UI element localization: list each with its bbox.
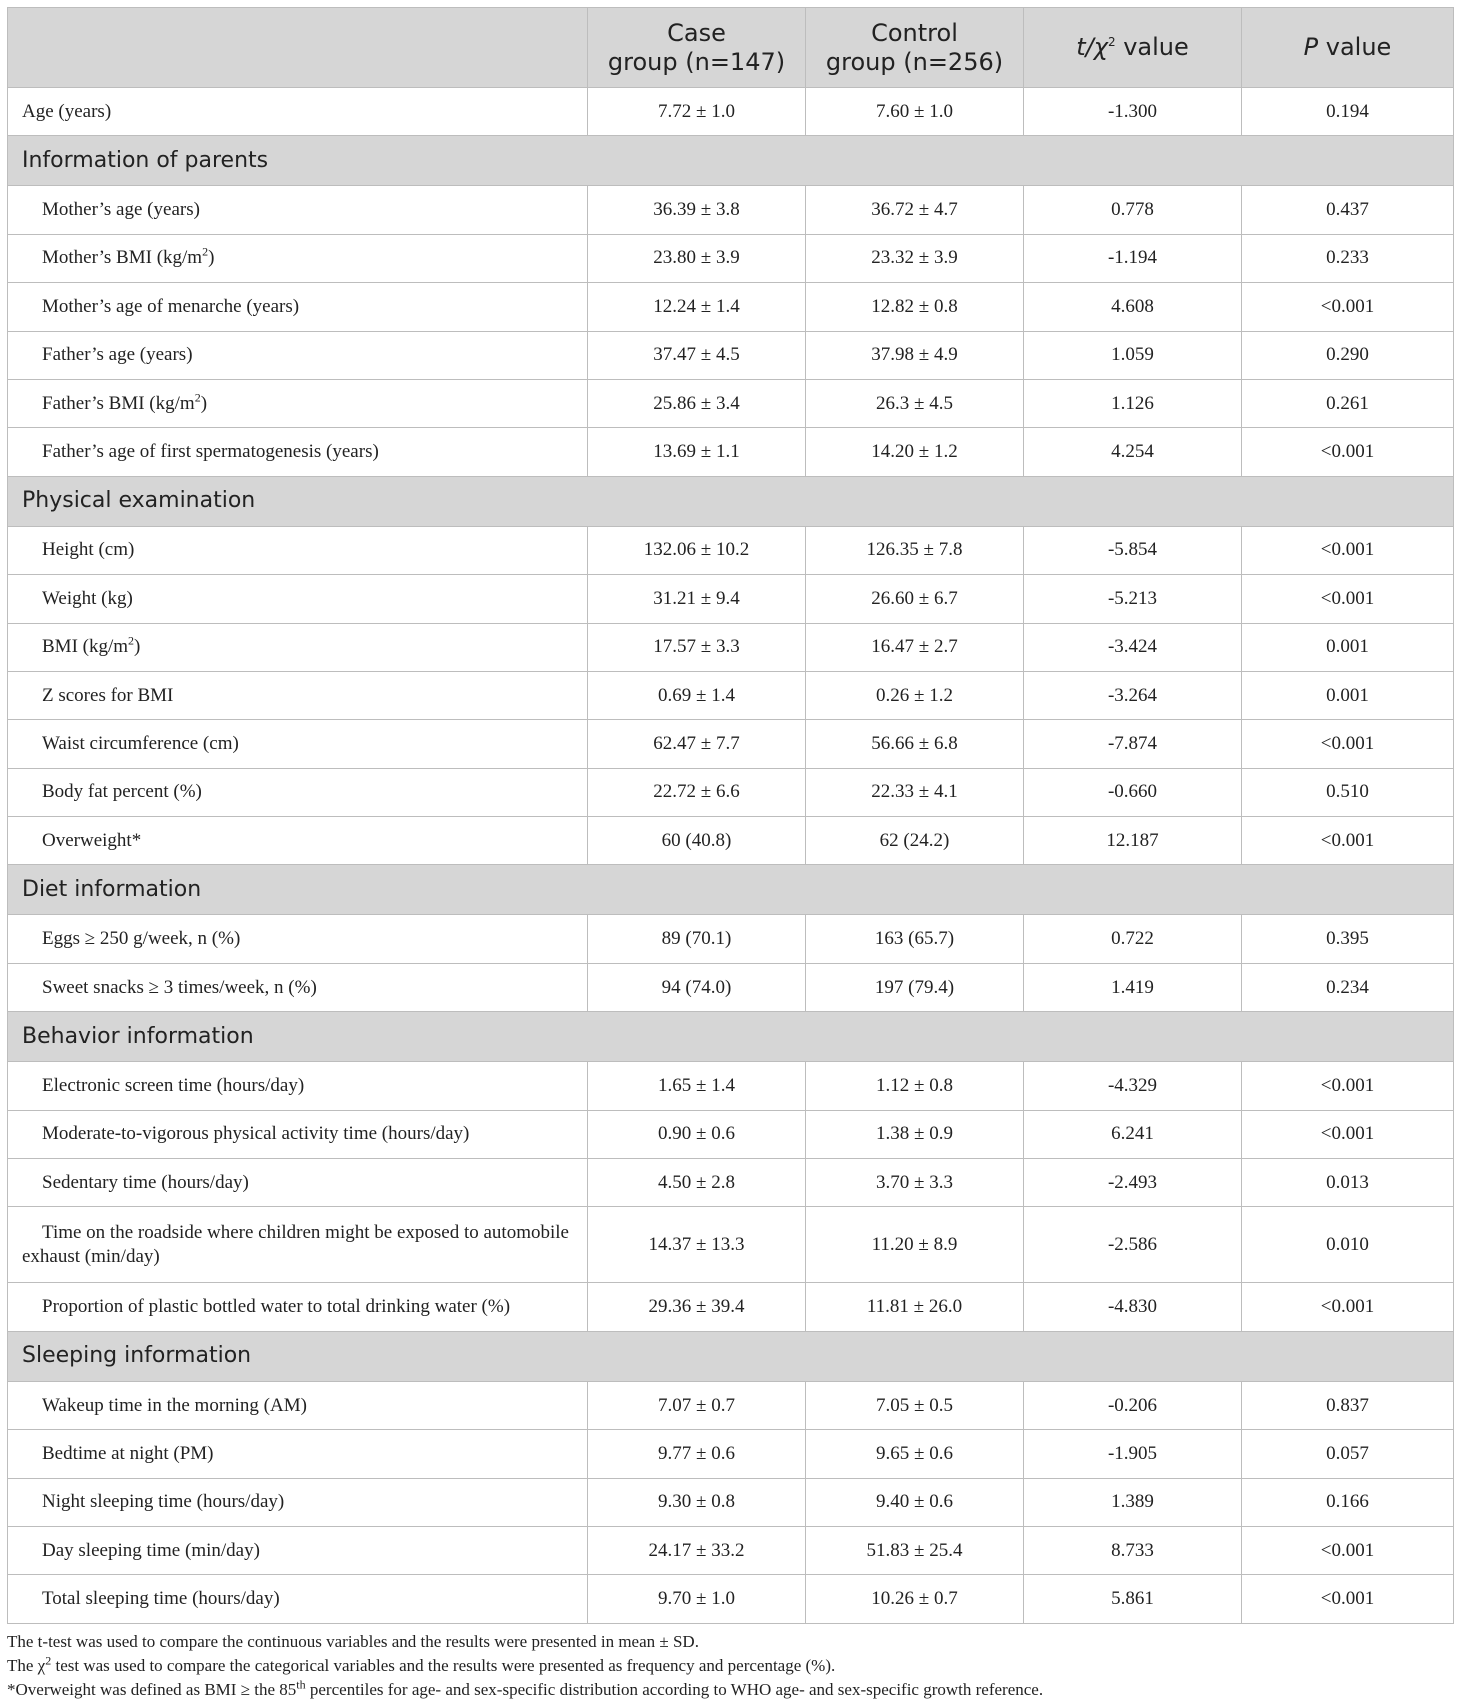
stat-value: 4.254 [1024, 428, 1242, 476]
case-value: 29.36 ± 39.4 [588, 1283, 806, 1331]
p-value: <0.001 [1242, 283, 1454, 331]
row-label [8, 817, 588, 865]
case-value: 132.06 ± 10.2 [588, 526, 806, 574]
p-value: <0.001 [1242, 817, 1454, 865]
note-line-2 [7, 1654, 1453, 1678]
stat-value: -5.213 [1024, 575, 1242, 623]
data-table [7, 7, 1454, 1624]
control-value: 1.38 ± 0.9 [806, 1110, 1024, 1158]
stat-value: -4.830 [1024, 1283, 1242, 1331]
header-case-group [588, 8, 806, 88]
header-p-italic: P [1303, 33, 1319, 61]
table-row [8, 283, 1454, 331]
row-label-text: Father’s age (years) [42, 344, 193, 366]
row-label [8, 768, 588, 816]
case-value: 12.24 ± 1.4 [588, 283, 806, 331]
control-value: 23.32 ± 3.9 [806, 234, 1024, 282]
row-label-text: Total sleeping time (hours/day) [42, 1588, 280, 1610]
row-label [8, 915, 588, 963]
control-value: 11.20 ± 8.9 [806, 1207, 1024, 1283]
table-row [8, 720, 1454, 768]
p-value: 0.233 [1242, 234, 1454, 282]
case-value: 7.07 ± 0.7 [588, 1381, 806, 1429]
table-row [8, 1430, 1454, 1478]
p-value: 0.395 [1242, 915, 1454, 963]
control-value: 51.83 ± 25.4 [806, 1526, 1024, 1574]
p-value: 0.234 [1242, 963, 1454, 1011]
note-line-3 [7, 1678, 1453, 1702]
control-value: 12.82 ± 0.8 [806, 283, 1024, 331]
p-value: <0.001 [1242, 1575, 1454, 1623]
table-row [8, 1526, 1454, 1574]
note-line-3-b: percentiles for age- and sex-specific distribution according to WHO age- and sex-specific growth reference. [305, 1679, 1044, 1699]
table-row [8, 671, 1454, 719]
p-value: 0.001 [1242, 623, 1454, 671]
case-value: 7.72 ± 1.0 [588, 88, 806, 136]
p-value: 0.001 [1242, 671, 1454, 719]
section-row [8, 136, 1454, 186]
row-label [8, 575, 588, 623]
p-value: <0.001 [1242, 720, 1454, 768]
header-stat-suffix: value [1115, 33, 1189, 61]
table-row [8, 186, 1454, 234]
row-label-sup: 2 [202, 245, 209, 260]
case-value: 0.90 ± 0.6 [588, 1110, 806, 1158]
p-value: <0.001 [1242, 1062, 1454, 1110]
stat-value: 1.126 [1024, 379, 1242, 427]
control-value: 16.47 ± 2.7 [806, 623, 1024, 671]
control-value: 37.98 ± 4.9 [806, 331, 1024, 379]
p-value: 0.437 [1242, 186, 1454, 234]
control-value: 197 (79.4) [806, 963, 1024, 1011]
header-variable [8, 8, 588, 88]
row-label-text: Night sleeping time (hours/day) [42, 1491, 285, 1513]
row-label-text: Eggs ≥ 250 g/week, n (%) [42, 928, 241, 950]
row-label-text: Age (years) [22, 100, 112, 122]
row-label [8, 1110, 588, 1158]
note-line-2-sup: 2 [45, 1653, 52, 1668]
stat-value: -1.194 [1024, 234, 1242, 282]
stat-value: 0.722 [1024, 915, 1242, 963]
header-case-line2: group (n=147) [607, 47, 786, 76]
row-label-text: Z scores for BMI [42, 684, 174, 706]
row-label-sup: 2 [194, 390, 201, 405]
section-row [8, 476, 1454, 526]
p-value: <0.001 [1242, 526, 1454, 574]
row-label [8, 283, 588, 331]
row-label-text: Mother’s BMI (kg/m [42, 247, 203, 269]
row-label-text: Height (cm) [42, 539, 135, 561]
table-row [8, 379, 1454, 427]
p-value: 0.013 [1242, 1159, 1454, 1207]
section-title: Information of parents [8, 136, 1454, 186]
row-label-text: Wakeup time in the morning (AM) [42, 1394, 307, 1416]
row-label [8, 1207, 588, 1283]
row-label-text: Weight (kg) [42, 587, 133, 609]
row-label [8, 1575, 588, 1623]
case-value: 1.65 ± 1.4 [588, 1062, 806, 1110]
table-row [8, 1207, 1454, 1283]
header-stat-prefix: t/χ [1076, 33, 1108, 61]
case-value: 9.77 ± 0.6 [588, 1430, 806, 1478]
row-label [8, 234, 588, 282]
row-label-text: Bedtime at night (PM) [42, 1442, 214, 1464]
stat-value: 6.241 [1024, 1110, 1242, 1158]
row-label [8, 1159, 588, 1207]
section-title: Physical examination [8, 476, 1454, 526]
row-label-text: Time on the roadside where children might be exposed to automobile exhaust (min/day) [22, 1221, 569, 1267]
control-value: 56.66 ± 6.8 [806, 720, 1024, 768]
case-value: 89 (70.1) [588, 915, 806, 963]
case-value: 31.21 ± 9.4 [588, 575, 806, 623]
row-label-text: Father’s BMI (kg/m [42, 392, 195, 414]
p-value: 0.057 [1242, 1430, 1454, 1478]
control-value: 10.26 ± 0.7 [806, 1575, 1024, 1623]
case-value: 0.69 ± 1.4 [588, 671, 806, 719]
table-row [8, 575, 1454, 623]
p-value: <0.001 [1242, 1526, 1454, 1574]
control-value: 62 (24.2) [806, 817, 1024, 865]
case-value: 94 (74.0) [588, 963, 806, 1011]
stat-value: -0.660 [1024, 768, 1242, 816]
control-value: 163 (65.7) [806, 915, 1024, 963]
control-value: 26.60 ± 6.7 [806, 575, 1024, 623]
row-label-text: Mother’s age (years) [42, 199, 200, 221]
header-control-group [806, 8, 1024, 88]
row-label-text: Electronic screen time (hours/day) [42, 1074, 305, 1096]
row-label-text: BMI (kg/m [42, 636, 129, 658]
p-value: 0.194 [1242, 88, 1454, 136]
table-row [8, 915, 1454, 963]
stat-value: -2.493 [1024, 1159, 1242, 1207]
row-label-text: Waist circumference (cm) [42, 732, 239, 754]
row-label-tail: ) [200, 392, 208, 414]
case-value: 4.50 ± 2.8 [588, 1159, 806, 1207]
header-control-line1: Control [871, 18, 958, 47]
section-row [8, 1012, 1454, 1062]
stat-value: 1.389 [1024, 1478, 1242, 1526]
table-row [8, 1478, 1454, 1526]
stat-value: -3.264 [1024, 671, 1242, 719]
row-label [8, 1381, 588, 1429]
table-row [8, 331, 1454, 379]
table-body [8, 88, 1454, 1624]
note-line-2-b: test was used to compare the categorical variables and the results were presented as frequency and percentage (%). [51, 1655, 836, 1675]
table-row [8, 1159, 1454, 1207]
stat-value: -2.586 [1024, 1207, 1242, 1283]
row-label [8, 1430, 588, 1478]
section-title: Sleeping information [8, 1331, 1454, 1381]
header-case-line1: Case [667, 18, 726, 47]
row-label-text: Proportion of plastic bottled water to total drinking water (%) [42, 1296, 511, 1318]
control-value: 126.35 ± 7.8 [806, 526, 1024, 574]
section-title: Diet information [8, 865, 1454, 915]
section-row [8, 1331, 1454, 1381]
control-value: 26.3 ± 4.5 [806, 379, 1024, 427]
row-label [8, 1526, 588, 1574]
header-row [8, 8, 1454, 88]
p-value: 0.510 [1242, 768, 1454, 816]
case-value: 25.86 ± 3.4 [588, 379, 806, 427]
note-line-1: The t-test was used to compare the continuous variables and the results were presented in mean ± SD. [7, 1631, 699, 1651]
note-line-3-sup: th [296, 1677, 306, 1692]
row-label [8, 186, 588, 234]
control-value: 9.65 ± 0.6 [806, 1430, 1024, 1478]
control-value: 22.33 ± 4.1 [806, 768, 1024, 816]
case-value: 62.47 ± 7.7 [588, 720, 806, 768]
row-label [8, 623, 588, 671]
row-label-text: Day sleeping time (min/day) [42, 1539, 260, 1561]
row-label-sup: 2 [128, 633, 135, 648]
table-notes [7, 1630, 1453, 1702]
case-value: 9.70 ± 1.0 [588, 1575, 806, 1623]
row-label-tail: ) [134, 636, 141, 658]
row-label-text: Sedentary time (hours/day) [42, 1171, 249, 1193]
row-label-text: Sweet snacks ≥ 3 times/week, n (%) [42, 976, 317, 998]
header-stat-sup: 2 [1107, 35, 1116, 49]
control-value: 9.40 ± 0.6 [806, 1478, 1024, 1526]
row-label [8, 720, 588, 768]
stat-value: 12.187 [1024, 817, 1242, 865]
row-label [8, 1062, 588, 1110]
header-stat-value [1024, 8, 1242, 88]
control-value: 7.05 ± 0.5 [806, 1381, 1024, 1429]
p-value: 0.010 [1242, 1207, 1454, 1283]
case-value: 60 (40.8) [588, 817, 806, 865]
p-value: <0.001 [1242, 1283, 1454, 1331]
table-row [8, 817, 1454, 865]
control-value: 0.26 ± 1.2 [806, 671, 1024, 719]
row-label [8, 671, 588, 719]
case-value: 17.57 ± 3.3 [588, 623, 806, 671]
row-label [8, 88, 588, 136]
p-value: <0.001 [1242, 575, 1454, 623]
stat-value: 8.733 [1024, 1526, 1242, 1574]
p-value: 0.290 [1242, 331, 1454, 379]
row-label-text: Body fat percent (%) [42, 781, 202, 803]
case-value: 36.39 ± 3.8 [588, 186, 806, 234]
row-label [8, 526, 588, 574]
table-row [8, 1381, 1454, 1429]
row-label [8, 428, 588, 476]
table-container [7, 7, 1453, 1702]
row-label [8, 331, 588, 379]
row-label-text: Father’s age of first spermatogenesis (years) [42, 441, 379, 463]
table-row [8, 1283, 1454, 1331]
stat-value: -5.854 [1024, 526, 1242, 574]
table-row [8, 1110, 1454, 1158]
control-value: 11.81 ± 26.0 [806, 1283, 1024, 1331]
stat-value: -7.874 [1024, 720, 1242, 768]
stat-value: 1.059 [1024, 331, 1242, 379]
row-label [8, 1478, 588, 1526]
stat-value: 4.608 [1024, 283, 1242, 331]
p-value: 0.261 [1242, 379, 1454, 427]
table-row [8, 428, 1454, 476]
p-value: 0.166 [1242, 1478, 1454, 1526]
stat-value: -3.424 [1024, 623, 1242, 671]
control-value: 36.72 ± 4.7 [806, 186, 1024, 234]
table-row [8, 963, 1454, 1011]
p-value: <0.001 [1242, 1110, 1454, 1158]
row-label [8, 963, 588, 1011]
header-p-suffix: value [1318, 33, 1392, 61]
case-value: 24.17 ± 33.2 [588, 1526, 806, 1574]
note-line-3-a: *Overweight was defined as BMI ≥ the 85 [7, 1679, 297, 1699]
row-label-text: Mother’s age of menarche (years) [42, 295, 300, 317]
row-label [8, 1283, 588, 1331]
row-label [8, 379, 588, 427]
table-row [8, 623, 1454, 671]
p-value: 0.837 [1242, 1381, 1454, 1429]
row-label-tail: ) [208, 247, 215, 269]
table-row [8, 1062, 1454, 1110]
table-row [8, 234, 1454, 282]
stat-value: 0.778 [1024, 186, 1242, 234]
stat-value: 5.861 [1024, 1575, 1242, 1623]
case-value: 9.30 ± 0.8 [588, 1478, 806, 1526]
row-label-text: Overweight* [42, 829, 142, 851]
control-value: 7.60 ± 1.0 [806, 88, 1024, 136]
table-row [8, 88, 1454, 136]
case-value: 13.69 ± 1.1 [588, 428, 806, 476]
table-row [8, 526, 1454, 574]
header-control-line2: group (n=256) [825, 47, 1004, 76]
control-value: 3.70 ± 3.3 [806, 1159, 1024, 1207]
stat-value: -1.905 [1024, 1430, 1242, 1478]
stat-value: 1.419 [1024, 963, 1242, 1011]
stat-value: -4.329 [1024, 1062, 1242, 1110]
note-line-2-a: The χ [7, 1655, 46, 1675]
table-row [8, 768, 1454, 816]
stat-value: -1.300 [1024, 88, 1242, 136]
control-value: 1.12 ± 0.8 [806, 1062, 1024, 1110]
case-value: 23.80 ± 3.9 [588, 234, 806, 282]
section-title: Behavior information [8, 1012, 1454, 1062]
header-p-value [1242, 8, 1454, 88]
case-value: 14.37 ± 13.3 [588, 1207, 806, 1283]
section-row [8, 865, 1454, 915]
row-label-text: Moderate-to-vigorous physical activity time (hours/day) [42, 1123, 470, 1145]
table-row [8, 1575, 1454, 1623]
control-value: 14.20 ± 1.2 [806, 428, 1024, 476]
stat-value: -0.206 [1024, 1381, 1242, 1429]
case-value: 22.72 ± 6.6 [588, 768, 806, 816]
case-value: 37.47 ± 4.5 [588, 331, 806, 379]
p-value: <0.001 [1242, 428, 1454, 476]
